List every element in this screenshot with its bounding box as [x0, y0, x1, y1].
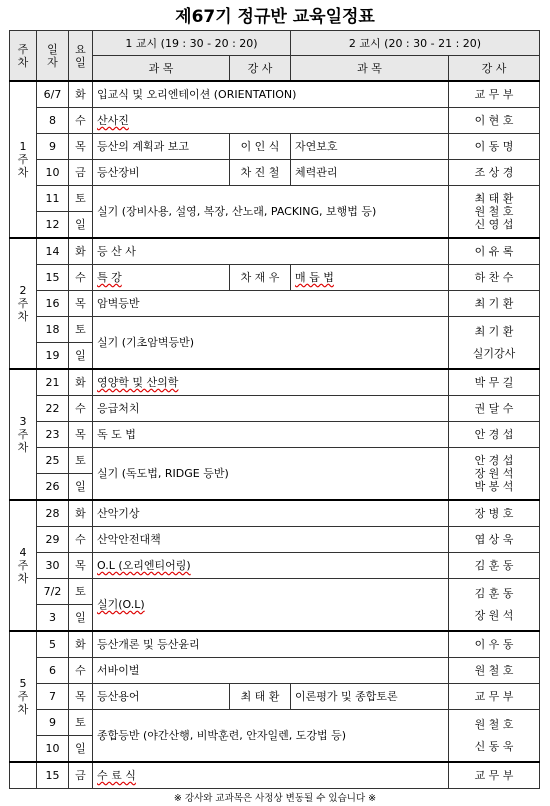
- instructor-cell: 이 현 호: [449, 108, 540, 134]
- instructor-cell: 교 무 부: [449, 762, 540, 789]
- day-cell: 금: [69, 160, 93, 186]
- date-cell: 18: [37, 317, 69, 343]
- table-row: [10, 317, 540, 343]
- day-cell: 일: [69, 736, 93, 763]
- instructor-cell: 안 경 섭: [449, 422, 540, 448]
- table-row: [10, 369, 540, 396]
- instructor-cell: 엽 상 욱: [449, 527, 540, 553]
- instructor-cell: 교 무 부: [449, 684, 540, 710]
- table-row: [10, 710, 540, 736]
- subject-cell: 산악기상: [93, 500, 449, 527]
- date-cell: 9: [37, 710, 69, 736]
- subject-cell: 실기 (장비사용, 설영, 복장, 산노래, PACKING, 보행법 등): [93, 186, 449, 239]
- day-cell: 토: [69, 186, 93, 212]
- subject-cell: 실기 (기초암벽등반): [93, 317, 449, 370]
- subject-cell: 종합등반 (야간산행, 비박훈련, 안자일렌, 도강법 등): [93, 710, 449, 763]
- week-label: 5 주 차: [10, 631, 37, 762]
- subject-cell: 서바이벌: [93, 658, 449, 684]
- instructor-cell: 안 경 섭 장 원 석 박 봉 석: [449, 448, 540, 501]
- instructor-cell: 김 훈 동: [449, 553, 540, 579]
- instructor-cell: 이 유 록: [449, 238, 540, 265]
- footnote: ※ 강사와 교과목은 사정상 변동될 수 있습니다 ※: [173, 793, 377, 804]
- subject-cell: 암벽등반: [93, 291, 449, 317]
- subject-cell-2: 자연보호: [291, 134, 449, 160]
- day-cell: 목: [69, 684, 93, 710]
- subject-cell: 응급처치: [93, 396, 449, 422]
- header-day: 요 일: [69, 31, 93, 82]
- date-cell: 7: [37, 684, 69, 710]
- instructor-cell: 최 기 환: [449, 291, 540, 317]
- instructor-cell: 차 재 우: [230, 265, 291, 291]
- day-cell: 목: [69, 291, 93, 317]
- date-cell: 15: [37, 762, 69, 789]
- week-label: 2 주 차: [10, 238, 37, 369]
- table-row: [10, 762, 540, 789]
- day-cell: 수: [69, 265, 93, 291]
- week-label: 3 주 차: [10, 369, 37, 500]
- table-row: [10, 527, 540, 553]
- subject-cell: 등산의 계획과 보고: [93, 134, 230, 160]
- table-row: [10, 448, 540, 474]
- date-cell: 5: [37, 631, 69, 658]
- instructor-cell: 이 인 식: [230, 134, 291, 160]
- day-cell: 일: [69, 605, 93, 632]
- table-row: [10, 658, 540, 684]
- date-cell: 21: [37, 369, 69, 396]
- table-row: [10, 631, 540, 658]
- page-title: 제67기 정규반 교육일정표: [175, 7, 375, 27]
- date-cell: 9: [37, 134, 69, 160]
- subject-cell: 입교식 및 오리엔테이션 (ORIENTATION): [93, 81, 449, 108]
- instructor-cell: 교 무 부: [449, 81, 540, 108]
- table-row: [10, 186, 540, 212]
- day-cell: 수: [69, 108, 93, 134]
- week-label: 1 주 차: [10, 81, 37, 238]
- header-instructor-1: 강 사: [230, 56, 291, 82]
- header-period-2: 2 교시 (20 : 30 - 21 : 20): [291, 31, 540, 56]
- date-cell: 25: [37, 448, 69, 474]
- header-date: 일 자: [37, 31, 69, 82]
- instructor-cell: 원 철 호: [449, 658, 540, 684]
- date-cell: 3: [37, 605, 69, 632]
- day-cell: 토: [69, 317, 93, 343]
- date-cell: 30: [37, 553, 69, 579]
- day-cell: 목: [69, 134, 93, 160]
- subject-cell: 독 도 법: [93, 422, 449, 448]
- instructor-cell: 박 무 길: [449, 369, 540, 396]
- instructor-cell: 최 태 환 원 철 호 신 영 섭: [449, 186, 540, 239]
- table-row: [10, 500, 540, 527]
- table-row: [10, 160, 540, 186]
- subject-cell-2: 이론평가 및 종합토론: [291, 684, 449, 710]
- date-cell: 15: [37, 265, 69, 291]
- header-instructor-2: 강 사: [449, 56, 540, 82]
- day-cell: 수: [69, 396, 93, 422]
- instructor-cell: 하 찬 수: [449, 265, 540, 291]
- day-cell: 화: [69, 238, 93, 265]
- subject-cell: 실기 (독도법, RIDGE 등반): [93, 448, 449, 501]
- schedule-table: [9, 30, 540, 789]
- day-cell: 일: [69, 343, 93, 370]
- table-row: [10, 579, 540, 605]
- header-subject-1: 과 목: [93, 56, 230, 82]
- week-label-empty: [10, 762, 37, 789]
- day-cell: 목: [69, 553, 93, 579]
- date-cell: 10: [37, 736, 69, 763]
- day-cell: 일: [69, 474, 93, 501]
- date-cell: 6/7: [37, 81, 69, 108]
- subject-cell: 등산장비: [93, 160, 230, 186]
- subject-cell: 산사진: [93, 108, 449, 134]
- date-cell: 12: [37, 212, 69, 239]
- table-row: [10, 108, 540, 134]
- instructor-cell: 최 기 환 실기강사: [449, 317, 540, 370]
- subject-cell: 등산개론 및 등산윤리: [93, 631, 449, 658]
- day-cell: 수: [69, 658, 93, 684]
- table-row: [10, 134, 540, 160]
- day-cell: 수: [69, 527, 93, 553]
- date-cell: 11: [37, 186, 69, 212]
- table-row: [10, 291, 540, 317]
- subject-cell-2: 매 듭 법: [291, 265, 449, 291]
- date-cell: 22: [37, 396, 69, 422]
- date-cell: 29: [37, 527, 69, 553]
- day-cell: 토: [69, 579, 93, 605]
- header-period-1: 1 교시 (19 : 30 - 20 : 20): [93, 31, 291, 56]
- day-cell: 금: [69, 762, 93, 789]
- table-row: [10, 265, 540, 291]
- instructor-cell: 이 우 동: [449, 631, 540, 658]
- date-cell: 6: [37, 658, 69, 684]
- table-row: [10, 81, 540, 108]
- subject-cell: 특 강: [93, 265, 230, 291]
- day-cell: 일: [69, 212, 93, 239]
- instructor-cell: 김 훈 동 장 원 석: [449, 579, 540, 632]
- subject-cell: 수 료 식: [93, 762, 449, 789]
- instructor-cell: 장 병 호: [449, 500, 540, 527]
- date-cell: 26: [37, 474, 69, 501]
- instructor-cell: 최 태 환: [230, 684, 291, 710]
- subject-cell: O.L (오리엔티어링): [93, 553, 449, 579]
- table-row: [10, 396, 540, 422]
- day-cell: 화: [69, 631, 93, 658]
- instructor-cell: 차 진 철: [230, 160, 291, 186]
- table-row: [10, 553, 540, 579]
- instructor-cell: 원 철 호 신 동 욱: [449, 710, 540, 763]
- date-cell: 28: [37, 500, 69, 527]
- day-cell: 토: [69, 448, 93, 474]
- date-cell: 8: [37, 108, 69, 134]
- subject-cell: 실기(O.L): [93, 579, 449, 632]
- table-row: [10, 422, 540, 448]
- table-row: [10, 238, 540, 265]
- subject-cell: 산악안전대책: [93, 527, 449, 553]
- subject-cell-2: 체력관리: [291, 160, 449, 186]
- date-cell: 23: [37, 422, 69, 448]
- date-cell: 7/2: [37, 579, 69, 605]
- day-cell: 화: [69, 81, 93, 108]
- header-week: 주 차: [10, 31, 37, 82]
- day-cell: 목: [69, 422, 93, 448]
- subject-cell: 영양학 및 산의학: [93, 369, 449, 396]
- day-cell: 화: [69, 369, 93, 396]
- instructor-cell: 권 달 수: [449, 396, 540, 422]
- week-label: 4 주 차: [10, 500, 37, 631]
- header-subject-2: 과 목: [291, 56, 449, 82]
- date-cell: 16: [37, 291, 69, 317]
- day-cell: 화: [69, 500, 93, 527]
- date-cell: 19: [37, 343, 69, 370]
- table-row: [10, 684, 540, 710]
- subject-cell: 등 산 사: [93, 238, 449, 265]
- date-cell: 14: [37, 238, 69, 265]
- subject-cell: 등산용어: [93, 684, 230, 710]
- instructor-cell: 조 상 경: [449, 160, 540, 186]
- day-cell: 토: [69, 710, 93, 736]
- date-cell: 10: [37, 160, 69, 186]
- instructor-cell: 이 동 명: [449, 134, 540, 160]
